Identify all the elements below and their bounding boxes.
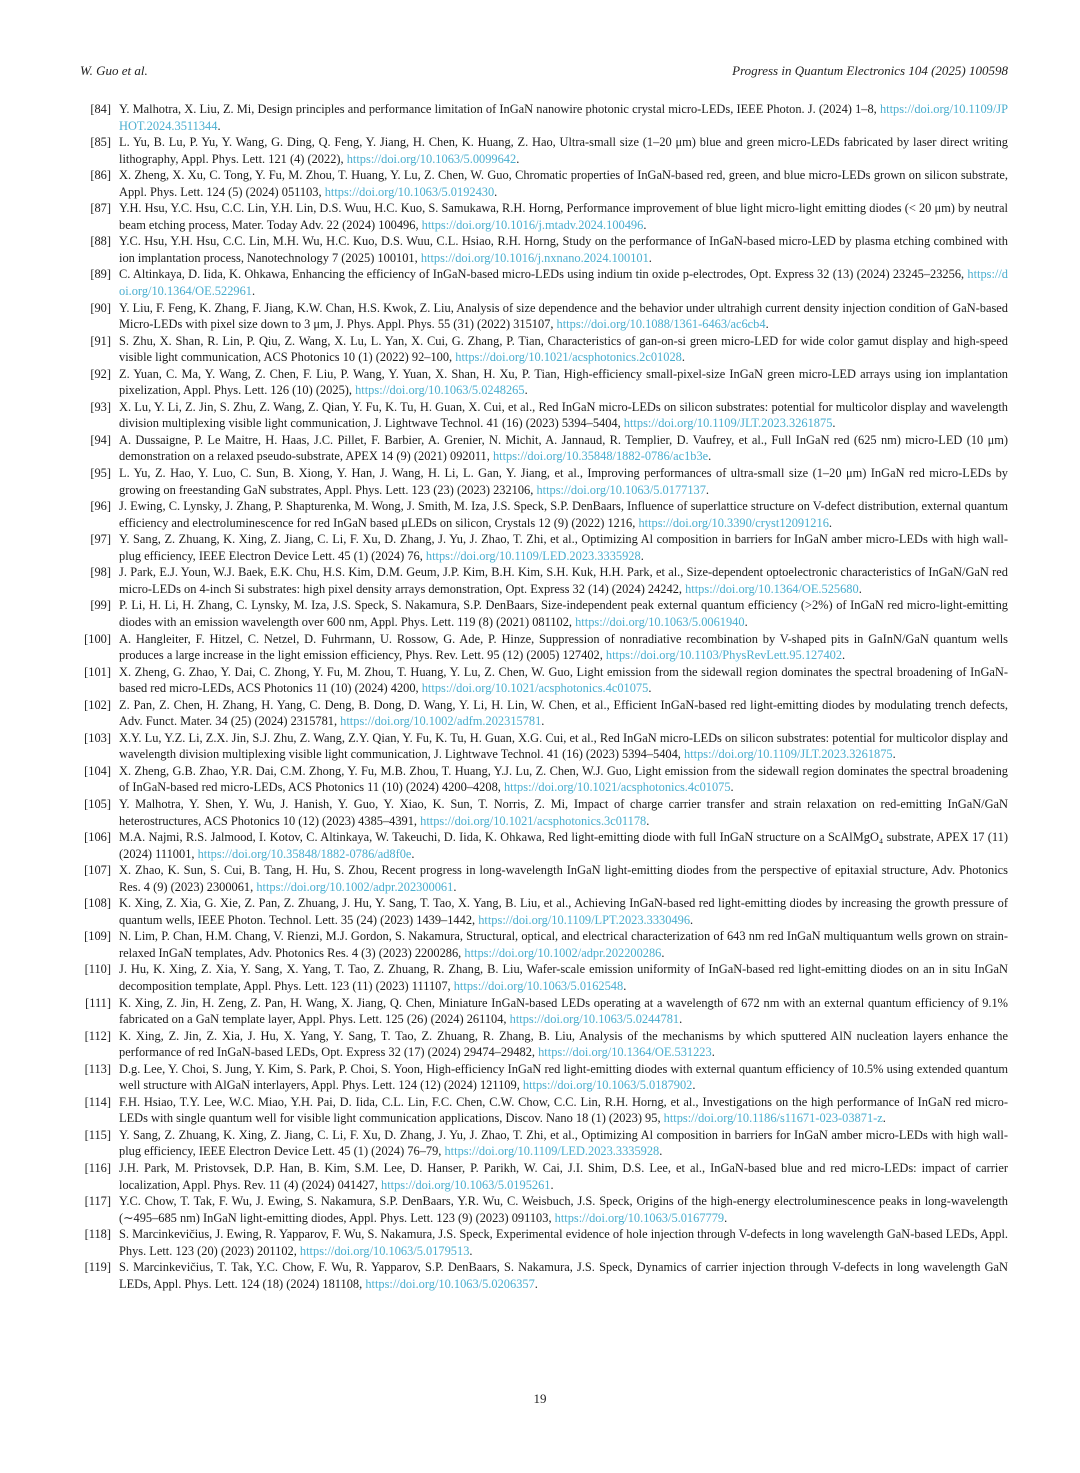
reference-period: . — [828, 515, 832, 530]
reference-text: L. Yu, Z. Hao, Y. Luo, C. Sun, B. Xiong, Y. Han, J. Wang, H. Li, L. Gan, Y. Jiang, et al., Improving performances of ultra-small size (1–20 μm) InGaN red micro-LEDs by growing on freestanding GaN substrates, Appl. Phys. Lett. 123 (23) (2023) 232106, — [119, 466, 1008, 497]
reference-text: N. Lim, P. Chan, H.M. Chang, V. Rienzi, M.J. Gordon, S. Nakamura, Structural, optical, and electrical characterization of 643 nm red InGaN multiquantum wells grown on strain-relaxed InGaN templates, Adv. Photonics Res. 4 (3) (2023) 2200286, — [119, 929, 1008, 960]
reference-text: J.H. Park, M. Pristovsek, D.P. Han, B. Kim, S.M. Lee, D. Hanser, P. Parikh, W. Cai, J.I. Shim, D.S. Lee, et al., InGaN-based blue and red micro-LEDs: impact of carrier localization, Appl. Phys. Rev. 11 (4) (2024) 041427, — [119, 1161, 1008, 1192]
reference-period: . — [648, 250, 652, 265]
reference-period: . — [832, 416, 836, 431]
reference-period: . — [534, 1276, 538, 1291]
reference-text: K. Xing, Z. Jin, Z. Xia, J. Hu, X. Yang, Y. Sang, T. Tao, Z. Zhuang, R. Zhang, B. Liu, Analysis of the mechanisms by which sputtered AlN nucleation layers enhance the performance of red InGaN-based LEDs, Opt. Express 32 (17) (2024) 29474–29482, — [119, 1028, 1008, 1060]
reference-period: . — [516, 151, 520, 166]
reference-text: Z. Pan, Z. Chen, H. Zhang, H. Yang, C. Deng, B. Dong, D. Wang, Y. Li, H. Lin, W. Chen, et al., Efficient InGaN-based red light-emitting diodes by modulating trench defects, Adv. Funct. Mater. 34 (25) (2024) 2315781, — [119, 697, 1008, 729]
reference-doi-link[interactable]: https://doi.org/10.1364/OE.522961 — [119, 267, 1008, 299]
reference-text: Y. Malhotra, X. Liu, Z. Mi, Design principles and performance limitation of InGaN nanowire photonic crystal micro-LEDs, IEEE Photon. J. (2024) 1–8, — [119, 102, 880, 116]
reference-number: [98] — [90, 565, 111, 580]
reference-text: J. Park, E.J. Youn, W.J. Baek, E.K. Chu, H.S. Kim, D.M. Geum, J.P. Kim, B.H. Kim, S.H. Kuk, H.H. Park, et al., Size-dependent optoelectronic characteristics of InGaN/GaN red micro-LEDs on 4-inch Si substrates: high pixel density arrays demonstration, Opt. Express 32 (14) (2024) 24242, — [119, 565, 1008, 596]
reference-entry — [80, 928, 1008, 961]
reference-number: [106] — [84, 830, 111, 845]
reference-period: . — [730, 780, 734, 795]
reference-doi-link[interactable]: https://doi.org/10.1063/5.0195261 — [381, 1177, 551, 1192]
reference-entry — [80, 564, 1008, 597]
reference-doi-link[interactable]: https://doi.org/10.1021/acsphotonics.4c01075 — [503, 780, 731, 795]
reference-doi-link[interactable]: https://doi.org/10.1002/adfm.202315781 — [340, 714, 542, 729]
reference-doi-link[interactable]: https://doi.org/10.1063/5.0206357 — [365, 1276, 535, 1291]
reference-text: M.A. Najmi, R.S. Jalmood, I. Kotov, C. Altinkaya, W. Takeuchi, D. Iida, K. Ohkawa, Red light-emitting diode with full InGaN structure on a ScAlMgO₄ substrate, APEX 17 (11) (2024) 111001, — [119, 830, 1008, 861]
reference-entry — [80, 829, 1008, 862]
reference-period: . — [705, 482, 710, 497]
reference-entry — [80, 1094, 1008, 1127]
reference-doi-link[interactable]: https://doi.org/10.35848/1882-0786/ad8f0e — [197, 846, 412, 861]
reference-entry — [80, 1226, 1008, 1259]
reference-entry — [80, 961, 1008, 994]
reference-period: . — [646, 813, 650, 828]
reference-entry — [80, 895, 1008, 928]
reference-text: L. Yu, B. Lu, P. Yu, Y. Wang, G. Ding, Q. Feng, Y. Jiang, H. Chen, K. Huang, Z. Hao, Ultra-small size (1–20 μm) blue and green micro-LEDs fabricated by laser direct writing lithography, Appl. Phys. Lett. 121 (4) (2022), — [119, 135, 1008, 166]
reference-entry — [80, 796, 1008, 829]
reference-doi-link[interactable]: https://doi.org/10.1364/OE.525680 — [685, 581, 859, 596]
reference-number: [114] — [84, 1094, 111, 1109]
reference-number: [112] — [84, 1028, 111, 1043]
reference-doi-link[interactable]: https://doi.org/10.1021/acsphotonics.2c01028 — [455, 350, 682, 365]
reference-period: . — [724, 1210, 728, 1225]
reference-period: . — [411, 846, 415, 861]
reference-text: Y. Sang, Z. Zhuang, K. Xing, Z. Jiang, C. Li, F. Xu, D. Zhang, J. Yu, J. Zhao, T. Zhi, et al., Optimizing Al composition in barriers for InGaN amber micro-LEDs with high wall-plug efficiency, IEEE Electron Device Lett. 45 (1) (2024) 76, — [119, 532, 1008, 563]
references-list — [80, 101, 1008, 1292]
reference-number: [111] — [85, 995, 111, 1010]
reference-number: [97] — [90, 532, 111, 547]
reference-entry — [80, 498, 1008, 531]
reference-doi-link[interactable]: https://doi.org/10.1063/5.0099642 — [346, 151, 517, 166]
reference-period: . — [765, 317, 769, 332]
reference-doi-link[interactable]: https://doi.org/10.1063/5.0187902 — [522, 1078, 693, 1093]
reference-doi-link[interactable]: https://doi.org/10.1103/PhysRevLett.95.127402 — [605, 648, 843, 663]
reference-entry — [80, 1193, 1008, 1226]
reference-text: X. Zhao, K. Sun, S. Cui, B. Tang, H. Hu, S. Zhou, Recent progress in long-wavelength InGaN light-emitting diodes from the perspective of epitaxial structure, Adv. Photonics Res. 4 (9) (2023) 2300061, — [119, 863, 1008, 894]
reference-doi-link[interactable]: https://doi.org/10.1016/j.nxnano.2024.100101 — [420, 250, 649, 265]
reference-number: [116] — [84, 1161, 111, 1175]
reference-number: [87] — [90, 201, 111, 216]
reference-doi-link[interactable]: https://doi.org/10.1088/1361-6463/ac6cb4 — [556, 317, 766, 332]
reference-text: X. Lu, Y. Li, Z. Jin, S. Zhu, Z. Wang, Z. Qian, Y. Fu, K. Tu, H. Guan, X. Cui, et al., Red InGaN micro-LEDs on silicon substrates: potential for multicolor display and wavelength division multiplexing visible light communication, J. Lightwave Technol. 41 (16) (2023) 5394–5404, — [119, 399, 1008, 431]
reference-period: . — [858, 581, 862, 596]
reference-entry — [80, 763, 1008, 796]
reference-entry — [80, 730, 1008, 763]
reference-number: [113] — [84, 1061, 111, 1076]
reference-doi-link[interactable]: https://doi.org/10.1109/JLT.2023.3261875 — [623, 416, 833, 431]
reference-number: [96] — [90, 499, 111, 514]
reference-period: . — [661, 945, 665, 960]
reference-text: X.Y. Lu, Y.Z. Li, Z.X. Jin, S.J. Zhu, Z. Wang, Z.Y. Qian, Y. Fu, K. Tu, H. Guan, X.G. Cui, et al., Red InGaN micro-LEDs on silicon substrates: potential for multicolor display and wavelength division multiplexing visible light communication, J. Lightwave Technol. 41 (16) (2023) 5394–5404, — [119, 730, 1008, 762]
reference-doi-link[interactable]: https://doi.org/10.1109/LED.2023.3335928 — [425, 548, 641, 563]
reference-text: S. Marcinkevičius, T. Tak, Y.C. Chow, F. Wu, R. Yapparov, S.P. DenBaars, S. Nakamura, J.S. Speck, Dynamics of carrier injection through V-defects in long wavelength GaN LEDs, Appl. Phys. Lett. 124 (18) (2024) 181108, — [119, 1260, 1008, 1291]
reference-doi-link[interactable]: https://doi.org/10.1016/j.mtadv.2024.100496 — [421, 217, 644, 232]
reference-number: [85] — [90, 135, 111, 150]
reference-period: . — [550, 1177, 554, 1192]
reference-text: X. Zheng, X. Xu, C. Tong, Y. Fu, M. Zhou, T. Huang, Y. Lu, Z. Chen, W. Guo, Chromatic properties of InGaN-based red, green, and blue micro-LEDs grown on silicon substrate, Appl. Phys. Lett. 124 (5) (2024) 051103, — [119, 168, 1008, 199]
reference-text: X. Zheng, G. Zhao, Y. Dai, C. Zhong, Y. Fu, M. Zhou, T. Huang, Y. Lu, Z. Chen, W. Guo, Light emission from the sidewall region dominates the spectral broadening of InGaN-based red micro-LEDs, ACS Photonics 11 (10) (2024) 4200, — [119, 664, 1008, 696]
reference-period: . — [711, 1045, 715, 1060]
reference-entry — [80, 266, 1008, 299]
reference-doi-link[interactable]: https://doi.org/10.1063/5.0162548 — [453, 978, 624, 993]
reference-number: [108] — [84, 896, 111, 911]
reference-number: [86] — [90, 168, 111, 183]
reference-period: . — [692, 1078, 696, 1093]
reference-entry — [80, 233, 1008, 266]
reference-number: [118] — [84, 1227, 111, 1242]
reference-period: . — [659, 1144, 663, 1159]
reference-doi-link[interactable]: https://doi.org/10.1186/s11671-023-03871-z — [663, 1111, 883, 1126]
reference-entry — [80, 697, 1008, 730]
reference-number: [105] — [84, 796, 111, 811]
reference-period: . — [648, 681, 652, 696]
reference-doi-link[interactable]: https://doi.org/10.1109/JLT.2023.3261875 — [684, 747, 893, 762]
reference-text: K. Xing, Z. Jin, H. Zeng, Z. Pan, H. Wang, X. Jiang, Q. Chen, Miniature InGaN-based LEDs operating at a wavelength of 672 nm with an external quantum efficiency of 9.1% fabricated on a GaN template layer, Appl. Phys. Lett. 125 (26) (2024) 261104, — [119, 995, 1008, 1027]
reference-text: X. Zheng, G.B. Zhao, Y.R. Dai, C.M. Zhong, Y. Fu, M.B. Zhou, T. Huang, Y.J. Lu, Z. Chen, W.J. Guo, Light emission from the sidewall region dominates the spectral broadening of InGaN-based red micro-LEDs, ACS Photonics 11 (10) (2024) 4200–4208, — [119, 763, 1008, 795]
reference-period: . — [251, 284, 256, 299]
reference-doi-link[interactable]: https://doi.org/10.1021/acsphotonics.3c01178 — [420, 813, 647, 828]
reference-doi-link[interactable]: https://doi.org/10.1109/LPT.2023.3330496 — [478, 912, 691, 927]
reference-period: . — [623, 978, 627, 993]
reference-text: A. Dussaigne, P. Le Maitre, H. Haas, J.C. Pillet, F. Barbier, A. Grenier, N. Michit, A. Jannaud, R. Templier, D. Vaufrey, et al., Full InGaN red (625 nm) micro-LED (10 μm) demonstration on a relaxed pseudo-substrate, APEX 14 (9) (2021) 092011, — [119, 432, 1008, 464]
reference-text: D.g. Lee, Y. Choi, S. Jung, Y. Kim, S. Park, P. Choi, S. Yoon, High-efficiency InGaN red light-emitting diodes with external quantum efficiency of 10.5% using extended quantum well structure with AlGaN interlayers, Appl. Phys. Lett. 124 (12) (2024) 121109, — [119, 1061, 1008, 1093]
page-number: 19 — [533, 1391, 547, 1406]
reference-number: [90] — [90, 300, 111, 315]
reference-entry — [80, 333, 1008, 366]
reference-entry — [80, 134, 1008, 167]
reference-period: . — [882, 1111, 886, 1126]
reference-number: [117] — [84, 1194, 111, 1209]
reference-doi-link[interactable]: https://doi.org/10.1063/5.0192430 — [324, 184, 495, 199]
reference-period: . — [744, 614, 748, 629]
reference-number: [119] — [84, 1260, 111, 1275]
reference-entry — [80, 631, 1008, 664]
reference-text: J. Hu, K. Xing, Z. Xia, Y. Sang, X. Yang, T. Tao, Z. Zhuang, R. Zhang, B. Liu, Wafer-scale emission uniformity of InGaN-based red light-emitting diodes on an in situ InGaN decomposition template, Appl. Phys. Lett. 123 (11) (2023) 111107, — [119, 962, 1008, 993]
reference-doi-link[interactable]: https://doi.org/10.1002/adpr.202300061 — [256, 879, 454, 894]
reference-doi-link[interactable]: https://doi.org/10.1063/5.0177137 — [536, 482, 706, 497]
reference-period: . — [469, 1243, 473, 1258]
reference-number: [95] — [90, 466, 111, 481]
reference-entry — [80, 862, 1008, 895]
reference-number: [110] — [84, 962, 111, 977]
reference-entry — [80, 1259, 1008, 1292]
reference-period: . — [708, 449, 712, 464]
reference-text: S. Zhu, X. Shan, R. Lin, P. Qiu, Z. Wang, X. Lu, L. Yan, X. Cui, G. Zhang, P. Tian, Characteristics of gan-on-si green micro-LED for wide color gamut display and high-speed visible light communication, ACS Photonics 10 (1) (2022) 92–100, — [119, 333, 1008, 365]
reference-entry — [80, 465, 1008, 498]
reference-text: Y. Sang, Z. Zhuang, K. Xing, Z. Jiang, C. Li, F. Xu, D. Zhang, J. Yu, J. Zhao, T. Zhi, et al., Optimizing Al composition in barriers for InGaN amber micro-LEDs with high wall-plug efficiency, IEEE Electron Device Lett. 45 (1) (2024) 76–79, — [119, 1127, 1008, 1159]
reference-number: [84] — [90, 102, 111, 116]
reference-text: Z. Yuan, C. Ma, Y. Wang, Z. Chen, F. Liu, P. Wang, Y. Yuan, X. Shan, H. Xu, P. Tian, High-efficiency small-pixel-size InGaN green micro-LED arrays using ion implantation pixelization, Appl. Phys. Lett. 126 (10) (2025), — [119, 366, 1008, 398]
reference-number: [100] — [84, 631, 111, 646]
reference-period: . — [679, 1012, 683, 1027]
reference-doi-link[interactable]: https://doi.org/10.1063/5.0248265 — [355, 383, 525, 398]
reference-entry — [80, 1127, 1008, 1160]
reference-text: P. Li, H. Li, H. Zhang, C. Lynsky, M. Iza, J.S. Speck, S. Nakamura, S.P. DenBaars, Size-independent peak external quantum efficiency (>2%) of InGaN red micro-light-emitting diodes with an emission wavelength over 600 nm, Appl. Phys. Lett. 119 (8) (2021) 081102, — [119, 598, 1008, 629]
page-footer — [0, 1391, 1080, 1407]
reference-number: [107] — [84, 863, 111, 878]
reference-doi-link[interactable]: https://doi.org/10.1063/5.0167779 — [554, 1210, 725, 1225]
reference-entry — [80, 1061, 1008, 1094]
reference-entry — [80, 399, 1008, 432]
reference-text: J. Ewing, C. Lynsky, J. Zhang, P. Shapturenka, M. Wong, J. Smith, M. Iza, J.S. Speck, S.P. DenBaars, Influence of superlattice structure on V-defect distribution, external quantum efficiency and electroluminescence for red InGaN based μLEDs on silicon, Crystals 12 (9) (2022) 1216, — [119, 499, 1008, 530]
reference-text: K. Xing, Z. Xia, G. Xie, Z. Pan, Z. Zhuang, J. Hu, Y. Sang, T. Tao, X. Yang, B. Liu, et al., Achieving InGaN-based red light-emitting diodes by increasing the growth pressure of quantum wells, IEEE Photon. Technol. Lett. 35 (24) (2023) 1439–1442, — [119, 896, 1008, 927]
reference-text: Y.C. Chow, T. Tak, F. Wu, J. Ewing, S. Nakamura, S.P. DenBaars, Y.R. Wu, C. Weisbuch, J.S. Speck, Origins of the high-energy electroluminescence peaks in long-wavelength (∼495–685 nm) InGaN light-emitting diodes, Appl. Phys. Lett. 123 (9) (2023) 091103, — [119, 1194, 1008, 1225]
reference-number: [103] — [84, 730, 111, 745]
reference-period: . — [453, 879, 457, 894]
reference-period: . — [640, 548, 644, 563]
reference-text: Y.C. Hsu, Y.H. Hsu, C.C. Lin, M.H. Wu, H.C. Kuo, D.S. Wuu, C.L. Hsiao, R.H. Horng, Study on the performance of InGaN-based micro-LED by plasma etching combined with ion implantation process, Nanotechnology 7 (2025) 100101, — [119, 234, 1008, 265]
reference-text: C. Altinkaya, D. Iida, K. Ohkawa, Enhancing the efficiency of InGaN-based micro-LEDs using indium tin oxide p-electrodes, Opt. Express 32 (13) (2024) 23245–23256, — [119, 267, 968, 282]
running-author: W. Guo et al. — [80, 63, 148, 78]
reference-period: . — [842, 648, 846, 663]
reference-number: [94] — [90, 432, 111, 447]
reference-entry — [80, 1160, 1008, 1193]
reference-entry — [80, 1028, 1008, 1061]
reference-number: [99] — [90, 598, 111, 613]
reference-entry — [80, 432, 1008, 465]
reference-doi-link[interactable]: https://doi.org/10.3390/cryst12091216 — [638, 515, 829, 530]
reference-period: . — [681, 350, 685, 365]
reference-period: . — [892, 747, 896, 762]
reference-doi-link[interactable]: https://doi.org/10.1109/JPHOT.2024.3511344 — [119, 102, 1008, 133]
reference-entry — [80, 531, 1008, 564]
reference-number: [89] — [90, 267, 111, 282]
reference-doi-link[interactable]: https://doi.org/10.35848/1882-0786/ac1b3e — [492, 449, 709, 464]
reference-number: [115] — [84, 1127, 111, 1142]
reference-text: Y.H. Hsu, Y.C. Hsu, C.C. Lin, Y.H. Lin, D.S. Wuu, H.C. Kuo, S. Samukawa, R.H. Horng, Performance improvement of blue light micro-light emitting diodes (< 20 μm) by neutral beam etching process, Mater. Today Adv. 22 (2024) 100496, — [119, 201, 1008, 232]
reference-entry — [80, 995, 1008, 1028]
reference-text: Y. Malhotra, Y. Shen, Y. Wu, J. Hanish, Y. Guo, Y. Xiao, K. Sun, T. Norris, Z. Mi, Impact of charge carrier transfer and strain relaxation on red-emitting InGaN/GaN heterostructures, ACS Photonics 10 (12) (2023) 4385–4391, — [119, 796, 1008, 828]
journal-citation: Progress in Quantum Electronics 104 (2025) 100598 — [732, 63, 1008, 78]
reference-number: [102] — [84, 697, 111, 712]
page-header — [80, 63, 1008, 79]
reference-entry — [80, 300, 1008, 333]
reference-period: . — [690, 912, 694, 927]
reference-period: . — [524, 383, 528, 398]
reference-number: [104] — [84, 763, 111, 778]
reference-entry — [80, 366, 1008, 399]
reference-number: [93] — [90, 399, 111, 414]
reference-period: . — [643, 217, 647, 232]
reference-text: F.H. Hsiao, T.Y. Lee, W.C. Miao, Y.H. Pai, D. Iida, C.L. Lin, F.C. Chen, C.W. Chow, C.C. Lin, R.H. Horng, et al., Investigations on the high performance of InGaN red micro-LEDs with single quantum well for visible light communication applications, Discov. Nano 18 (1) (2023) 95, — [119, 1094, 1008, 1126]
reference-number: [91] — [90, 333, 111, 348]
reference-entry — [80, 597, 1008, 630]
reference-text: S. Marcinkevičius, J. Ewing, R. Yapparov, F. Wu, S. Nakamura, J.S. Speck, Experimental evidence of hole injection through V-defects in long wavelength GaN-based LEDs, Appl. Phys. Lett. 123 (20) (2023) 201102, — [119, 1227, 1008, 1258]
reference-period: . — [217, 118, 221, 133]
reference-entry — [80, 664, 1008, 697]
reference-entry — [80, 200, 1008, 233]
reference-doi-link[interactable]: https://doi.org/10.1063/5.0244781 — [509, 1012, 680, 1027]
reference-entry — [80, 167, 1008, 200]
reference-period: . — [494, 184, 498, 199]
reference-entry — [80, 101, 1008, 134]
reference-doi-link[interactable]: https://doi.org/10.1002/adpr.202200286 — [464, 945, 662, 960]
reference-doi-link[interactable]: https://doi.org/10.1063/5.0061940 — [575, 614, 745, 629]
reference-number: [88] — [90, 234, 111, 249]
reference-text: Y. Liu, F. Feng, K. Zhang, F. Jiang, K.W. Chan, H.S. Kwok, Z. Liu, Analysis of size dependence and the behavior under ultrahigh current density injection condition of GaN-based Micro-LEDs with pixel size down to 3 μm, J. Phys. Appl. Phys. 55 (31) (2022) 315107, — [119, 300, 1008, 332]
reference-doi-link[interactable]: https://doi.org/10.1063/5.0179513 — [299, 1243, 470, 1258]
reference-text: A. Hangleiter, F. Hitzel, C. Netzel, D. Fuhrmann, U. Rossow, G. Ade, P. Hinze, Suppression of nonradiative recombination by V-shaped pits in GaInN/GaN quantum wells produces a large increase in the light emission efficiency, Phys. Rev. Lett. 95 (12) (2005) 127402, — [119, 631, 1008, 663]
reference-number: [109] — [84, 929, 111, 944]
reference-period: . — [541, 714, 545, 729]
reference-doi-link[interactable]: https://doi.org/10.1109/LED.2023.3335928 — [444, 1144, 660, 1159]
reference-number: [92] — [90, 366, 111, 381]
reference-doi-link[interactable]: https://doi.org/10.1364/OE.531223 — [538, 1045, 712, 1060]
reference-doi-link[interactable]: https://doi.org/10.1021/acsphotonics.4c01075 — [421, 681, 649, 696]
reference-number: [101] — [84, 664, 111, 679]
